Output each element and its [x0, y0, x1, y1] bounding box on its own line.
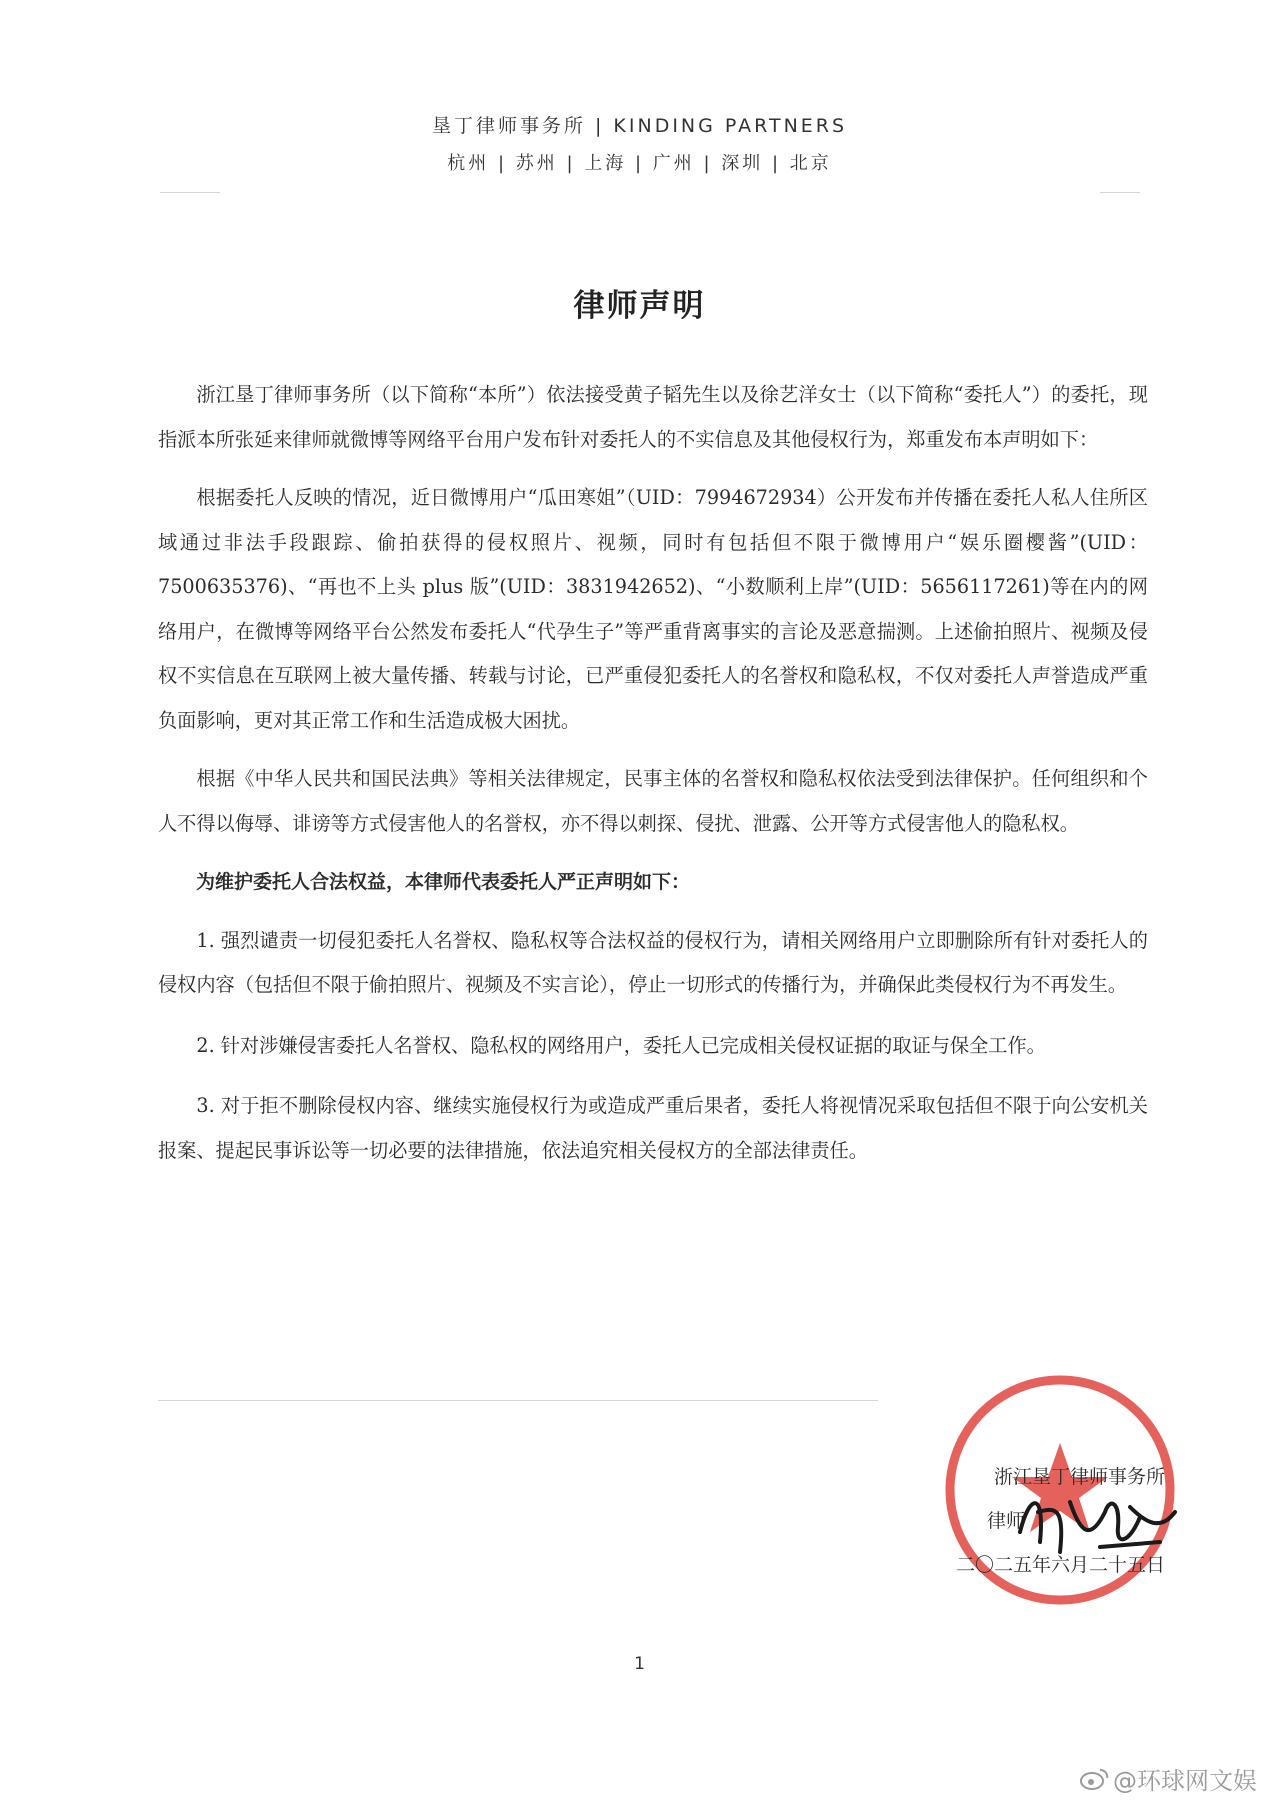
signature-lawyer-label: 律师	[986, 1510, 1025, 1532]
watermark	[1079, 1761, 1257, 1796]
declaration-heading: 为维护委托人合法权益，本律师代表委托人严正声明如下：	[196, 871, 691, 893]
paragraph-intro: 浙江垦丁律师事务所（以下简称“本所”）依法接受黄子韬先生以及徐艺洋女士（以下简称“委托人”）的委托，现指派本所张延来律师就微博等网络平台用户发布针对委托人的不实信息及其他侵权行为，郑重发布本声明如下：	[158, 383, 1148, 451]
statement-body	[158, 373, 1148, 1189]
signature-firm: 浙江垦丁律师事务所	[993, 1466, 1165, 1488]
paragraph-facts: 根据委托人反映的情况，近日微博用户“瓜田寒姐”（UID：7994672934）公开发布并传播在委托人私人住所区域通过非法手段跟踪、偷拍获得的侵权照片、视频，同时有包括但不限于微博用户“娱乐圈樱酱”(UID：7500635376)、“再也不上头 plus 版”(UID：3831942652)、“小数顺利上岸”(UID：5656117261)等在内的网络用户，在微博等网络平台公然发布委托人“代孕生子”等严重背离事实的言论及恶意揣测。上述偷拍照片、视频及侵权不实信息在互联网上被大量传播、转载与讨论，已严重侵犯委托人的名誉权和隐私权，不仅对委托人声誉造成严重负面影响，更对其正常工作和生活造成极大困扰。	[158, 486, 1148, 732]
declaration-item-2: 2. 针对涉嫌侵害委托人名誉权、隐私权的网络用户，委托人已完成相关侵权证据的取证与保全工作。	[196, 1033, 1046, 1057]
scan-line	[158, 1400, 878, 1401]
weibo-icon	[1079, 1767, 1109, 1791]
declaration-item-1: 1. 强烈谴责一切侵犯委托人名誉权、隐私权等合法权益的侵权行为，请相关网络用户立即删除所有针对委托人的侵权内容（包括但不限于偷拍照片、视频及不实言论），停止一切形式的传播行为，并确保此类侵权行为不再发生。	[158, 928, 1148, 996]
declaration-item-3: 3. 对于拒不删除侵权内容、继续实施侵权行为或造成严重后果者，委托人将视情况采取包括但不限于向公安机关报案、提起民事诉讼等一切必要的法律措施，依法追究相关侵权方的全部法律责任。	[158, 1094, 1148, 1162]
handwritten-signature-icon	[1010, 1472, 1180, 1572]
letterhead-cities: 杭州 | 苏州 | 上海 | 广州 | 深圳 | 北京	[447, 153, 832, 174]
signature-date: 二〇二五年六月二十五日	[955, 1554, 1165, 1576]
watermark-text: @环球网文娱	[1113, 1767, 1257, 1795]
letterhead-firm: 垦丁律师事务所 | KINDING PARTNERS	[431, 115, 848, 137]
scan-mark	[1100, 192, 1140, 193]
letterhead	[0, 112, 1279, 178]
page-number: 1	[634, 1654, 645, 1674]
scan-mark	[160, 192, 220, 193]
page-title: 律师声明	[573, 288, 706, 324]
paragraph-law: 根据《中华人民共和国民法典》等相关法律规定，民事主体的名誉权和隐私权依法受到法律保护。任何组织和个人不得以侮辱、诽谤等方式侵害他人的名誉权，亦不得以刺探、侵扰、泄露、公开等方式侵害他人的隐私权。	[158, 767, 1148, 835]
